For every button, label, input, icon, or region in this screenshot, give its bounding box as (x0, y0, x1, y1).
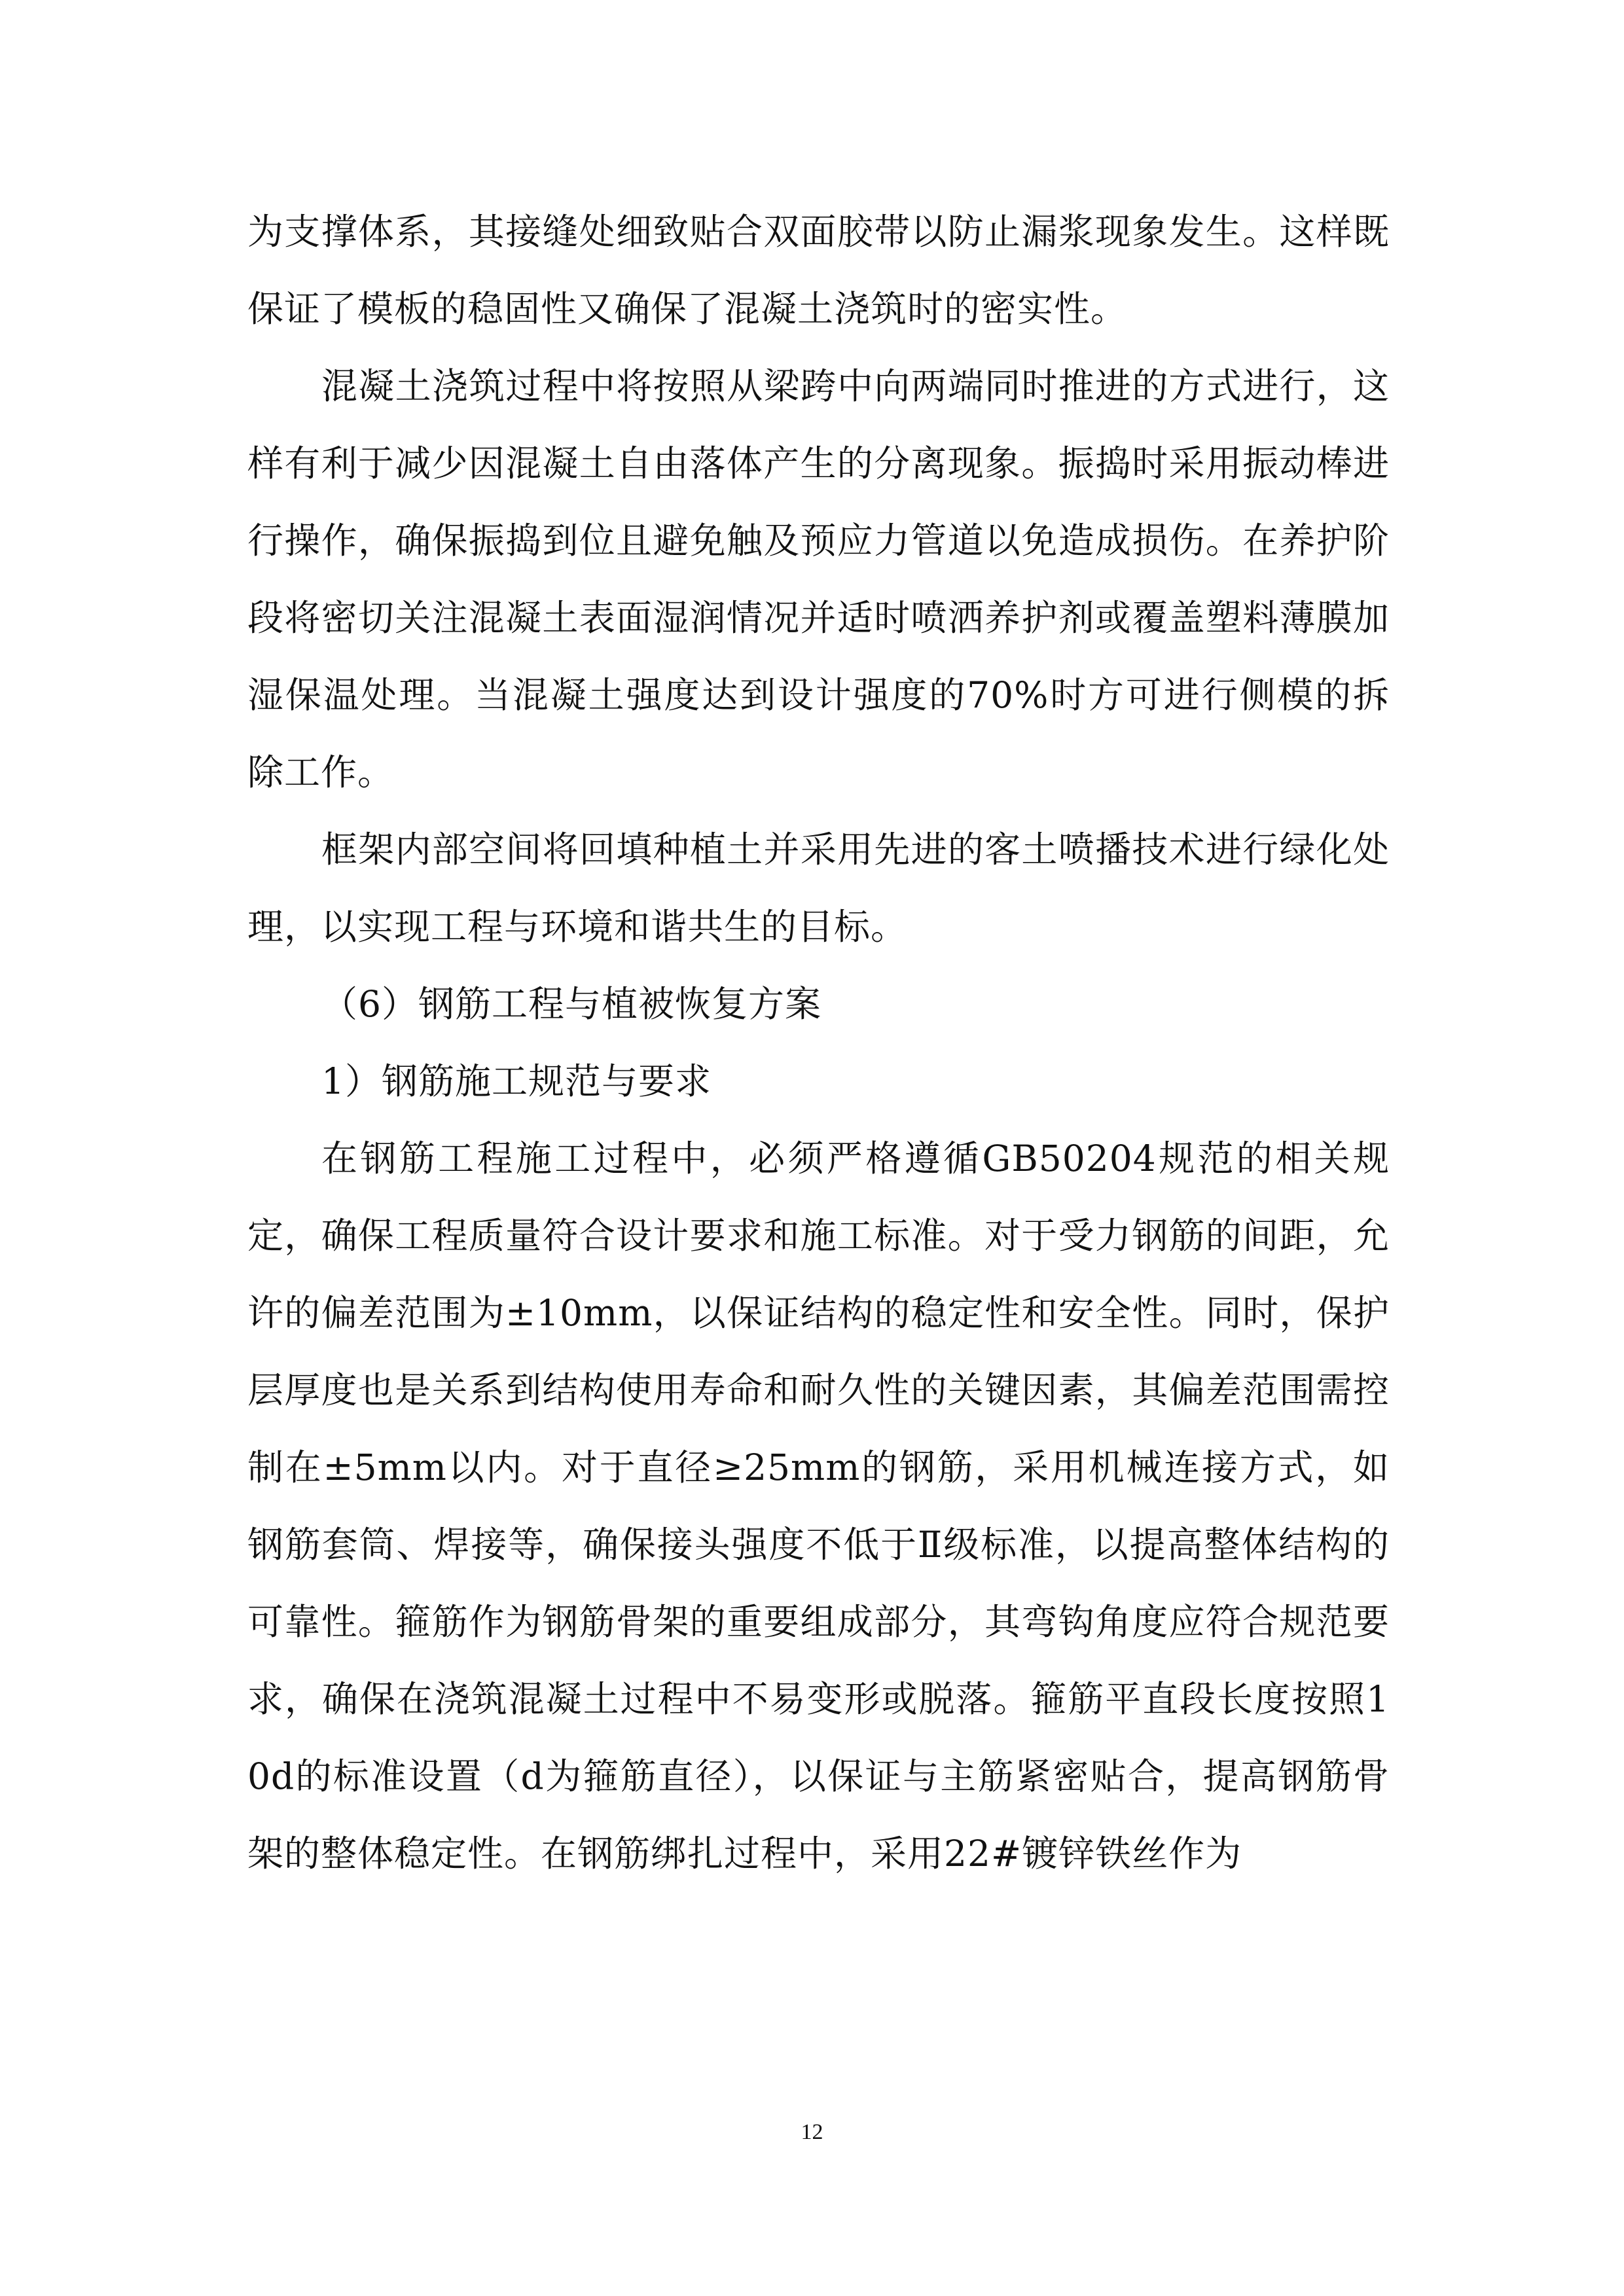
paragraph-2: 混凝土浇筑过程中将按照从梁跨中向两端同时推进的方式进行，这样有利于减少因混凝土自由落体产生的分离现象。振捣时采用振动棒进行操作，确保振捣到位且避免触及预应力管道以免造成损伤。在养护阶段将密切关注混凝土表面湿润情况并适时喷洒养护剂或覆盖塑料薄膜加湿保温处理。当混凝土强度达到设计强度的70%时方可进行侧模的拆除工作。 (247, 365, 1390, 793)
page-number: 12 (801, 2120, 823, 2144)
paragraph-1: 为支撑体系，其接缝处细致贴合双面胶带以防止漏浆现象发生。这样既保证了模板的稳固性又确保了混凝土浇筑时的密实性。 (247, 211, 1390, 330)
paragraph-3: 框架内部空间将回填种植土并采用先进的客土喷播技术进行绿化处理，以实现工程与环境和谐共生的目标。 (247, 829, 1390, 948)
subsection-heading-1: 1）钢筋施工规范与要求 (321, 1060, 712, 1102)
section-heading-6: （6）钢筋工程与植被恢复方案 (321, 983, 821, 1025)
paragraph-4: 在钢筋工程施工过程中，必须严格遵循GB50204规范的相关规定，确保工程质量符合设计要求和施工标准。对于受力钢筋的间距，允许的偏差范围为±10mm，以保证结构的稳定性和安全性。同时，保护层厚度也是关系到结构使用寿命和耐久性的关键因素，其偏差范围需控制在±5mm以内。对于直径≥25mm的钢筋，采用机械连接方式，如钢筋套筒、焊接等，确保接头强度不低于Ⅱ级标准，以提高整体结构的可靠性。箍筋作为钢筋骨架的重要组成部分，其弯钩角度应符合规范要求，确保在浇筑混凝土过程中不易变形或脱落。箍筋平直段长度按照10d的标准设置（d为箍筋直径），以保证与主筋紧密贴合，提高钢筋骨架的整体稳定性。在钢筋绑扎过程中，采用22#镀锌铁丝作为 (247, 1138, 1390, 1874)
body-text (247, 193, 1390, 1892)
